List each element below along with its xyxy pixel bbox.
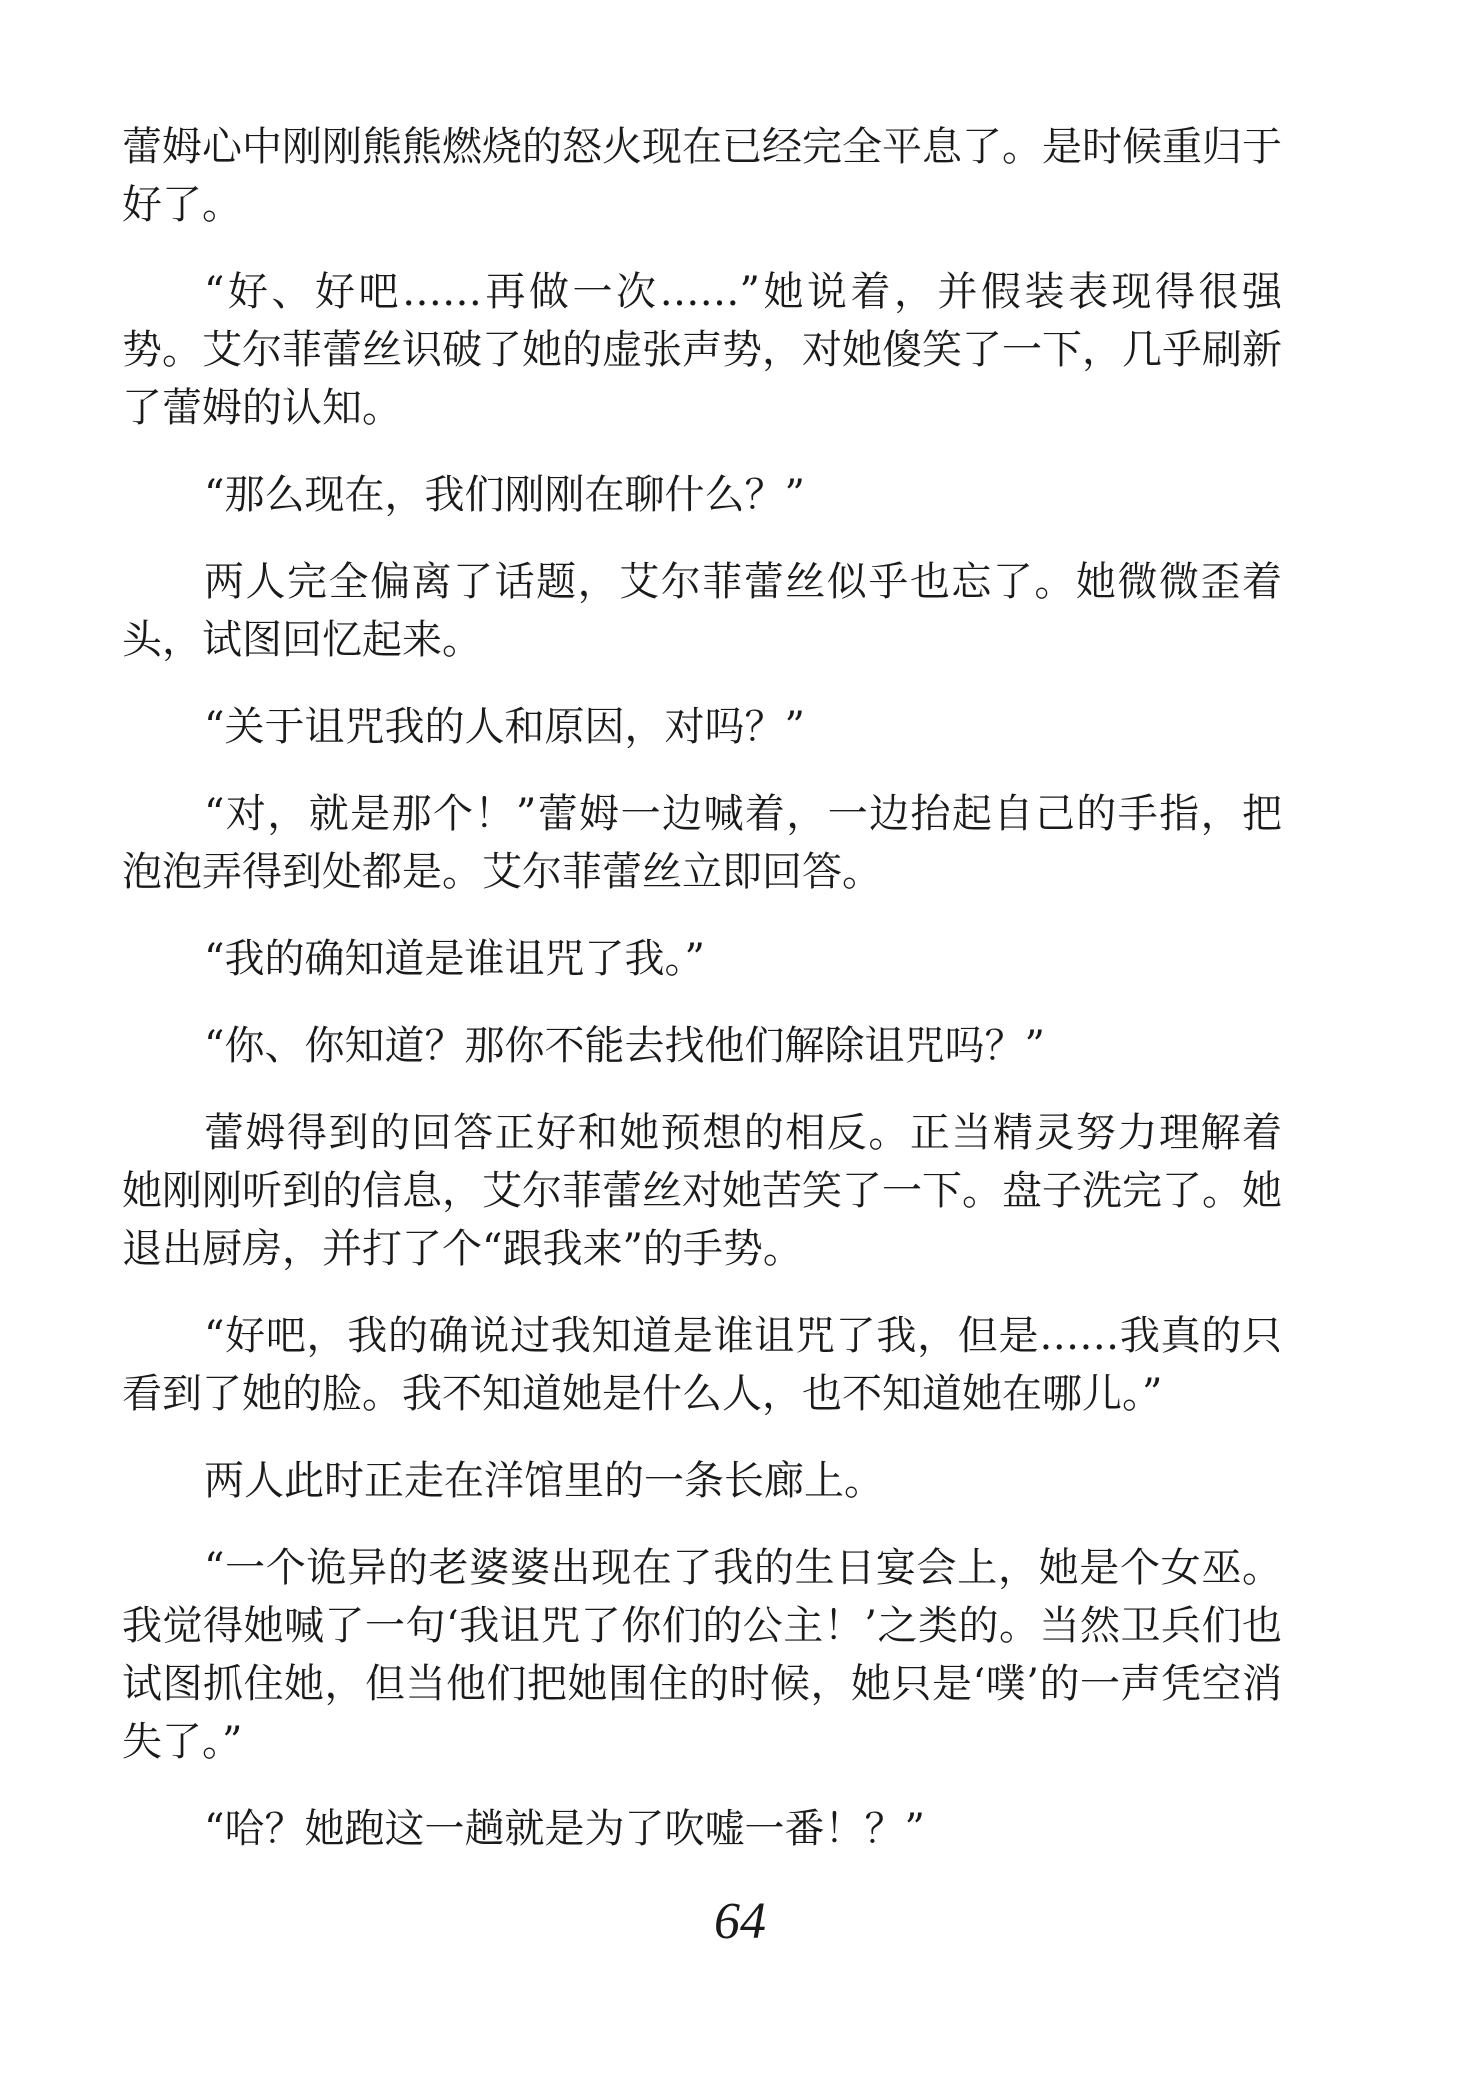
- paragraph: “你、你知道？那你不能去找他们解除诅咒吗？”: [204, 1023, 1045, 1069]
- paragraph: “好、好吧……再做一次……”她说着，并假装表现得很强势。艾尔菲蕾丝识破了她的虚张声势，对她傻笑了一下，几乎刷新了蕾姆的认知。: [122, 269, 1282, 431]
- page-body: [122, 118, 1282, 1887]
- paragraph: 两人完全偏离了话题，艾尔菲蕾丝似乎也忘了。她微微歪着头，试图回忆起来。: [122, 559, 1282, 663]
- paragraph: “那么现在，我们刚刚在聊什么？”: [204, 472, 805, 518]
- paragraph: “对，就是那个！”蕾姆一边喊着，一边抬起自己的手指，把泡泡弄得到处都是。艾尔菲蕾丝立即回答。: [122, 791, 1282, 895]
- paragraph: “我的确知道是谁诅咒了我。”: [204, 936, 705, 982]
- paragraph: “一个诡异的老婆婆出现在了我的生日宴会上，她是个女巫。我觉得她喊了一句‘我诅咒了你们的公主！’之类的。当然卫兵们也试图抓住她，但当他们把她围住的时候，她只是‘噗’的一声凭空消失了。”: [122, 1545, 1282, 1765]
- paragraph: “关于诅咒我的人和原因，对吗？”: [204, 704, 805, 750]
- paragraph: 蕾姆心中刚刚熊熊燃烧的怒火现在已经完全平息了。是时候重归于好了。: [122, 124, 1282, 228]
- paragraph: 两人此时正走在洋馆里的一条长廊上。: [204, 1458, 884, 1504]
- page-number: 64: [714, 1893, 766, 1950]
- paragraph: 蕾姆得到的回答正好和她预想的相反。正当精灵努力理解着她刚刚听到的信息，艾尔菲蕾丝对她苦笑了一下。盘子洗完了。她退出厨房，并打了个“跟我来”的手势。: [122, 1110, 1282, 1272]
- paragraph: “好吧，我的确说过我知道是谁诅咒了我，但是……我真的只看到了她的脸。我不知道她是什么人，也不知道她在哪儿。”: [122, 1313, 1282, 1417]
- paragraph: “哈？她跑这一趟就是为了吹嘘一番！？”: [204, 1806, 925, 1852]
